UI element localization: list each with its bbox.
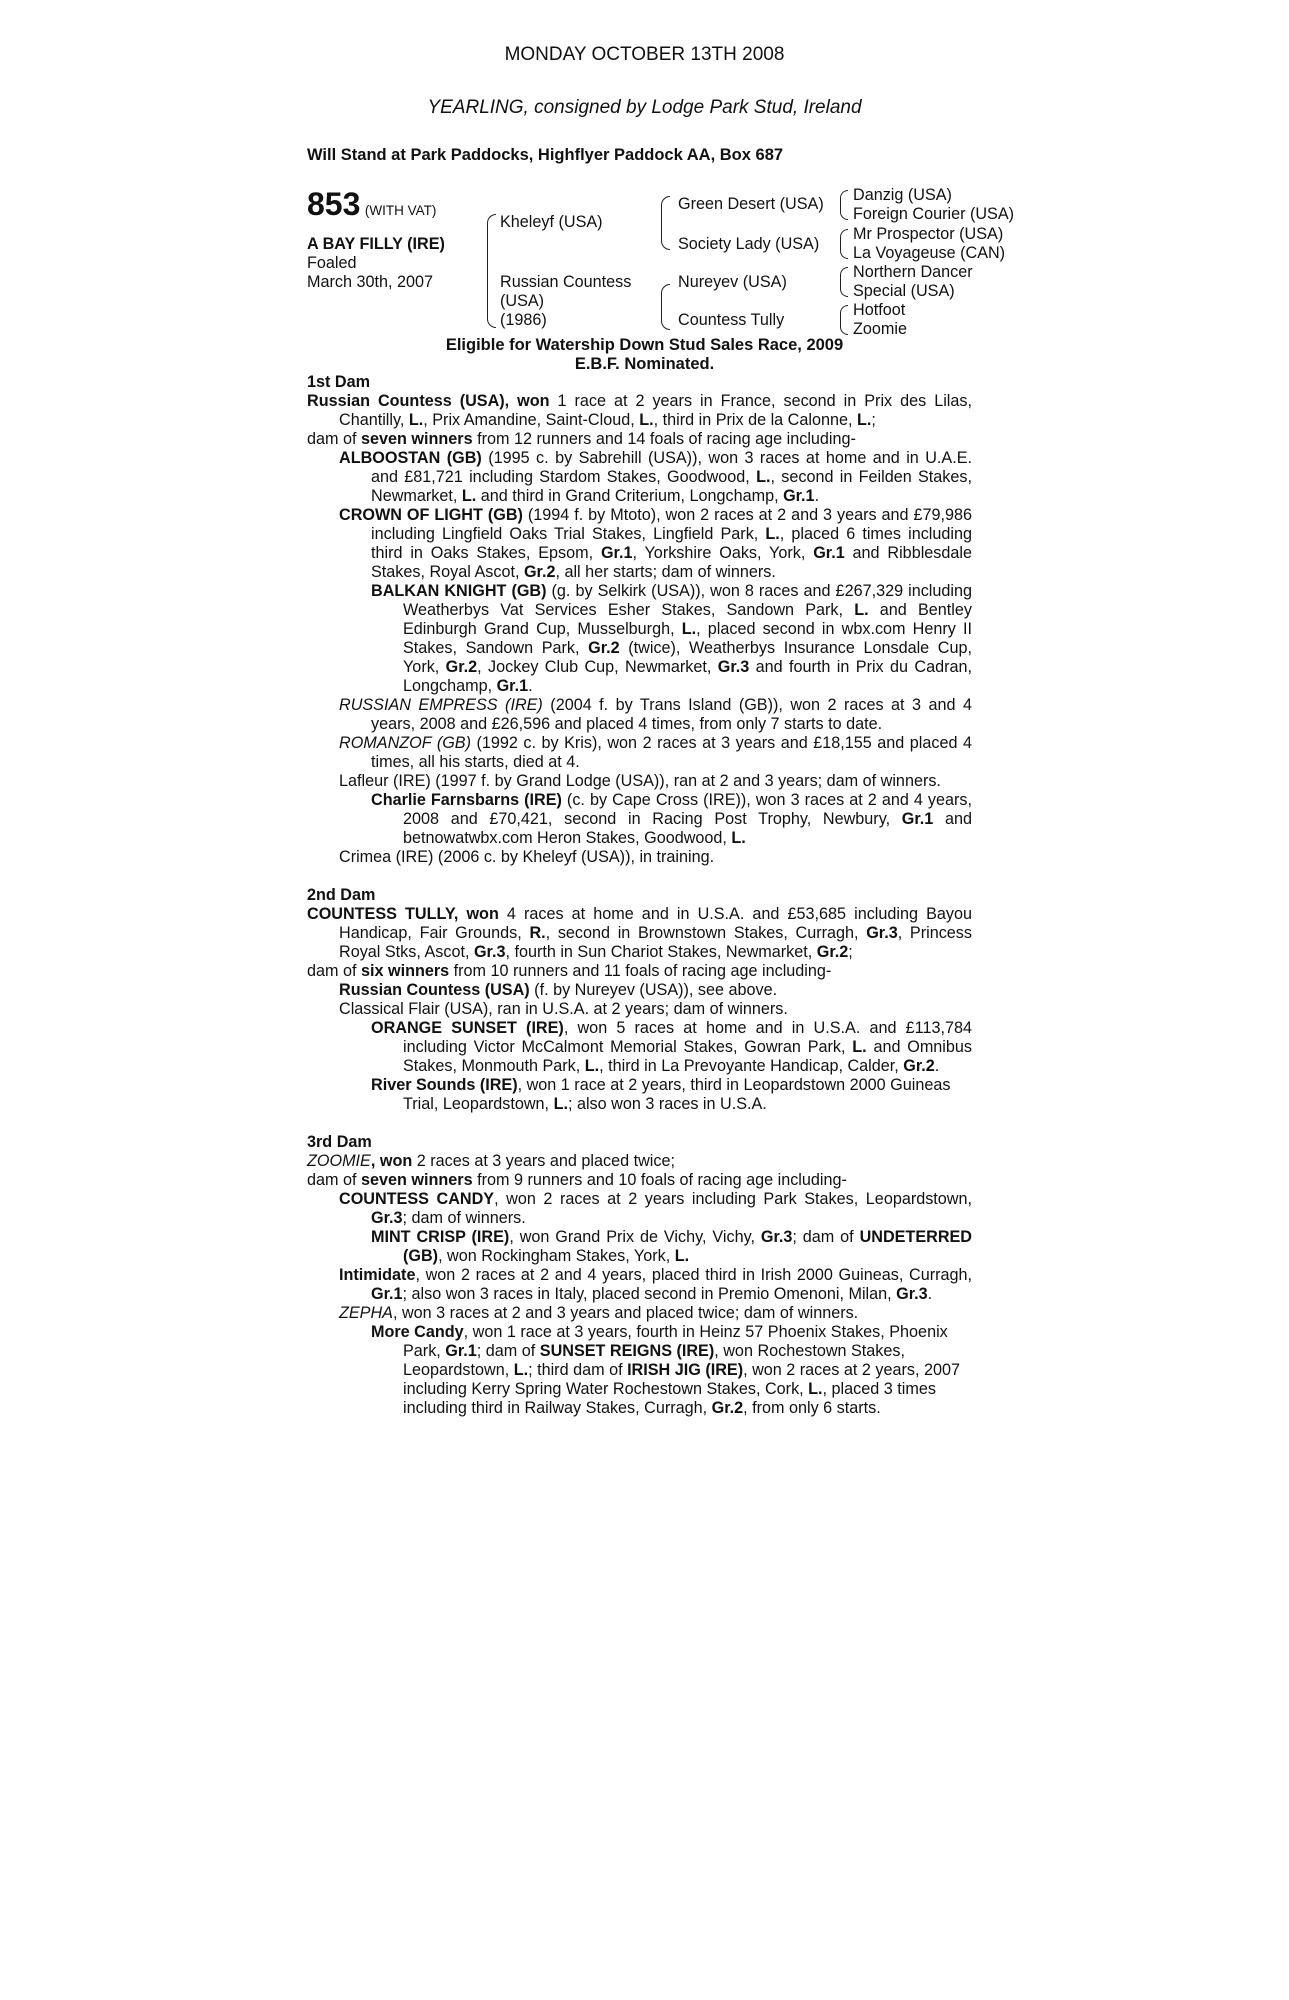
pedigree-sire: Kheleyf (USA)	[500, 213, 603, 231]
consignor-line: YEARLING, consigned by Lodge Park Stud, Ireland	[427, 97, 862, 118]
pedigree-dam-origin: (USA)	[500, 292, 545, 310]
foaled-label: Foaled	[307, 254, 357, 272]
first-dam-grandoffspring-1: BALKAN KNIGHT (GB) (g. by Selkirk (USA)), won 8 races and £267,329 including Weatherbys Vat Services Esher Stakes, Sandown Park, L. and Bentley Edinburgh Grand Cup, Musselburgh, L., placed second in wbx.com Henry II Stakes, Sandown Park, Gr.2 (twice), Weatherbys Insurance Lonsdale Cup, York, Gr.2, Jockey Club Cup, Newmarket, Gr.3 and fourth in Prix du Cadran, Longchamp, Gr.1.	[371, 582, 973, 695]
third-dam-offspring-2: Intimidate, won 2 races at 2 and 4 years, placed third in Irish 2000 Guineas, Curragh, Gr.1; also won 3 races in Italy, placed second in Premio Omenoni, Milan, Gr.3.	[339, 1266, 972, 1303]
first-dam-record: Russian Countess (USA), won 1 race at 2 years in France, second in Prix des Lilas, Chantilly, L., Prix Amandine, Saint-Cloud, L., third in Prix de la Calonne, L.;	[307, 392, 972, 429]
pedigree-brace-dam	[661, 284, 670, 330]
pedigree-g8: Zoomie	[853, 320, 907, 338]
pedigree-brace-g12	[840, 190, 848, 220]
first-dam-offspring-5: Lafleur (IRE) (1997 f. by Grand Lodge (USA)), ran at 2 and 3 years; dam of winners.	[339, 772, 941, 790]
first-dam-offspring-4: ROMANZOF (GB) (1992 c. by Kris), won 2 races at 3 years and £18,155 and placed 4 times, all his starts, died at 4.	[339, 734, 972, 771]
second-dam-grandoffspring-2: River Sounds (IRE), won 1 race at 2 years, third in Leopardstown 2000 Guineas Trial, Leopardstown, L.; also won 3 races in U.S.A.	[371, 1076, 951, 1113]
second-dam-offspring-1: Russian Countess (USA) (f. by Nureyev (USA)), see above.	[339, 981, 778, 999]
vat-note: (WITH VAT)	[364, 203, 437, 218]
pedigree-dam-sire: Nureyev (USA)	[678, 273, 787, 291]
produce-record	[307, 373, 972, 1418]
first-dam-grandoffspring-2: Charlie Farnsbarns (IRE) (c. by Cape Cross (IRE)), won 3 races at 2 and 4 years, 2008 and £70,421, second in Racing Post Trophy, Newbury, Gr.1 and betnowatwbx.com Heron Stakes, Goodwood, L.	[371, 791, 972, 847]
first-dam-offspring-6: Crimea (IRE) (2006 c. by Kheleyf (USA)), in training.	[339, 848, 715, 866]
pedigree-g1: Danzig (USA)	[853, 186, 952, 204]
first-dam-produce-summary: dam of seven winners from 12 runners and 14 foals of racing age including-	[307, 430, 856, 448]
eligibility-line-2: E.B.F. Nominated.	[574, 355, 715, 373]
pedigree-g4: La Voyageuse (CAN)	[853, 244, 1006, 262]
second-dam-grandoffspring-1: ORANGE SUNSET (IRE), won 5 races at home and in U.S.A. and £113,784 including Victor McCalmont Memorial Stakes, Gowran Park, L. and Omnibus Stakes, Monmouth Park, L., third in La Prevoyante Handicap, Calder, Gr.2.	[371, 1019, 973, 1075]
third-dam-heading: 3rd Dam	[307, 1133, 372, 1151]
third-dam-grandoffspring-1: MINT CRISP (IRE), won Grand Prix de Vichy, Vichy, Gr.3; dam of UNDETERRED (GB), won Rockingham Stakes, York, L.	[371, 1228, 972, 1265]
second-dam-heading: 2nd Dam	[307, 886, 376, 904]
lot-number-block	[307, 186, 436, 223]
pedigree-g5: Northern Dancer	[853, 263, 973, 281]
pedigree-dam: Russian Countess	[500, 273, 632, 291]
second-dam-produce-summary: dam of six winners from 10 runners and 11 foals of racing age including-	[307, 962, 832, 980]
third-dam-offspring-1: COUNTESS CANDY, won 2 races at 2 years including Park Stakes, Leopardstown, Gr.3; dam of winners.	[339, 1190, 972, 1227]
pedigree-brace-g34	[840, 229, 848, 259]
third-dam-grandoffspring-2: More Candy, won 1 race at 3 years, fourth in Heinz 57 Phoenix Stakes, Phoenix Park, Gr.1; dam of SUNSET REIGNS (IRE), won Rochestown Stakes, Leopardstown, L.; third dam of IRISH JIG (IRE), won 2 races at 2 years, 2007 including Kerry Spring Water Rochestown Stakes, Cork, L., placed 3 times including third in Railway Stakes, Curragh, Gr.2, from only 6 starts.	[371, 1323, 960, 1417]
pedigree-g2: Foreign Courier (USA)	[853, 205, 1015, 223]
pedigree-g7: Hotfoot	[853, 301, 906, 319]
second-dam-offspring-2: Classical Flair (USA), ran in U.S.A. at 2 years; dam of winners.	[339, 1000, 788, 1018]
pedigree-dam-dam: Countess Tully	[678, 311, 785, 329]
first-dam-heading: 1st Dam	[307, 373, 370, 391]
pedigree-brace-sire	[661, 196, 670, 250]
eligibility-line-1: Eligible for Watership Down Stud Sales Race, 2009	[445, 336, 844, 354]
pedigree-brace-main	[487, 214, 496, 328]
pedigree-brace-g78	[840, 305, 848, 335]
pedigree-g3: Mr Prospector (USA)	[853, 225, 1004, 243]
third-dam-offspring-3: ZEPHA, won 3 races at 2 and 3 years and placed twice; dam of winners.	[339, 1304, 859, 1322]
first-dam-offspring-2: CROWN OF LIGHT (GB) (1994 f. by Mtoto), won 2 races at 2 and 3 years and £79,986 including Lingfield Oaks Trial Stakes, Lingfield Park, L., placed 6 times including third in Oaks Stakes, Epsom, Gr.1, Yorkshire Oaks, York, Gr.1 and Ribblesdale Stakes, Royal Ascot, Gr.2, all her starts; dam of winners.	[339, 506, 973, 581]
third-dam-record: ZOOMIE, won 2 races at 3 years and placed twice;	[307, 1152, 675, 1170]
first-dam-offspring-3: RUSSIAN EMPRESS (IRE) (2004 f. by Trans Island (GB)), won 2 races at 3 and 4 years, 2008 and £26,596 and placed 4 times, from only 7 starts to date.	[339, 696, 972, 733]
pedigree-brace-g56	[840, 267, 848, 297]
lot-name: A BAY FILLY (IRE)	[307, 235, 445, 253]
pedigree-dam-year: (1986)	[500, 311, 547, 329]
first-dam-offspring-1: ALBOOSTAN (GB) (1995 c. by Sabrehill (USA)), won 3 races at home and in U.A.E. and £81,721 including Stardom Stakes, Goodwood, L., second in Feilden Stakes, Newmarket, L. and third in Grand Criterium, Longchamp, Gr.1.	[339, 449, 973, 505]
third-dam-produce-summary: dam of seven winners from 9 runners and 10 foals of racing age including-	[307, 1171, 847, 1189]
sale-date: MONDAY OCTOBER 13TH 2008	[504, 44, 785, 65]
lot-number: 853	[307, 186, 361, 222]
pedigree-sire-dam: Society Lady (USA)	[678, 235, 820, 253]
second-dam-record: COUNTESS TULLY, won 4 races at home and in U.S.A. and £53,685 including Bayou Handicap, Fair Grounds, R., second in Brownstown Stakes, Curragh, Gr.3, Princess Royal Stks, Ascot, Gr.3, fourth in Sun Chariot Stakes, Newmarket, Gr.2;	[307, 905, 972, 961]
pedigree-sire-sire: Green Desert (USA)	[678, 195, 824, 213]
stand-location: Will Stand at Park Paddocks, Highflyer Paddock AA, Box 687	[307, 146, 784, 164]
foaled-date: March 30th, 2007	[307, 273, 433, 291]
pedigree-g6: Special (USA)	[853, 282, 955, 300]
